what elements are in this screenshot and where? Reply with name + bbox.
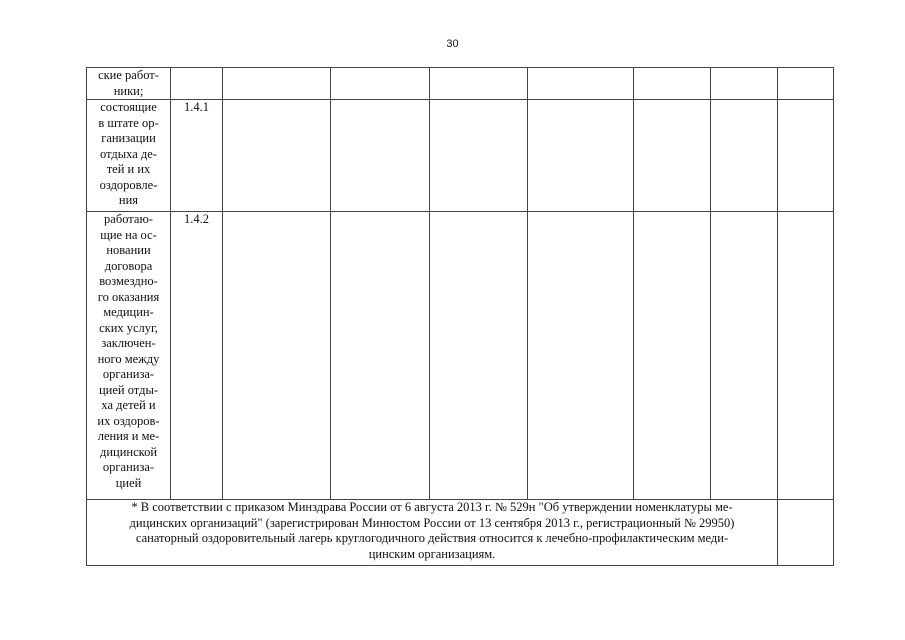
data-table (86, 67, 834, 566)
page-number: 30 (446, 38, 459, 50)
empty-cell (634, 212, 711, 500)
table-row (87, 100, 834, 212)
footnote-row (87, 500, 834, 566)
table-row (87, 212, 834, 500)
empty-cell (223, 212, 331, 500)
empty-cell (778, 100, 834, 212)
empty-cell (331, 100, 430, 212)
row-name-cell: ские работ- ники; (87, 68, 171, 100)
empty-cell (430, 100, 528, 212)
row-name-cell: состоящие в штате ор- ганизации отдыха де- тей и их оздоровле- ния (87, 100, 171, 212)
empty-cell (634, 68, 711, 100)
empty-cell (528, 100, 634, 212)
empty-cell (528, 212, 634, 500)
table-row (87, 68, 834, 100)
empty-cell (778, 68, 834, 100)
row-code-cell (171, 68, 223, 100)
empty-cell (711, 68, 778, 100)
empty-cell (528, 68, 634, 100)
footnote: * В соответствии с приказом Минздрава России от 6 августа 2013 г. № 529н "Об утверждении номенклатуры ме- дицинских организаций" (зарегистрирован Минюстом России от 13 сентября 2013 г., регистрационный № 29950) санаторный оздоровительный лагерь круглогодичного действия относится к лечебно-профилактическим меди- цинским организациям. (87, 500, 778, 566)
row-code-cell: 1.4.1 (171, 100, 223, 212)
empty-cell (430, 212, 528, 500)
empty-cell (711, 100, 778, 212)
empty-cell (711, 212, 778, 500)
empty-cell (331, 212, 430, 500)
empty-cell (430, 68, 528, 100)
row-code-cell: 1.4.2 (171, 212, 223, 500)
empty-cell (331, 68, 430, 100)
row-name-cell: работаю- щие на ос- новании договора возмездно- го оказания медицин- ских услуг, заключен- ного между организа- цией отды- ха детей и их оздоров- ления и ме- дицинской организа- цией (87, 212, 171, 500)
empty-cell (778, 212, 834, 500)
empty-cell (778, 500, 834, 566)
empty-cell (223, 100, 331, 212)
empty-cell (223, 68, 331, 100)
empty-cell (634, 100, 711, 212)
